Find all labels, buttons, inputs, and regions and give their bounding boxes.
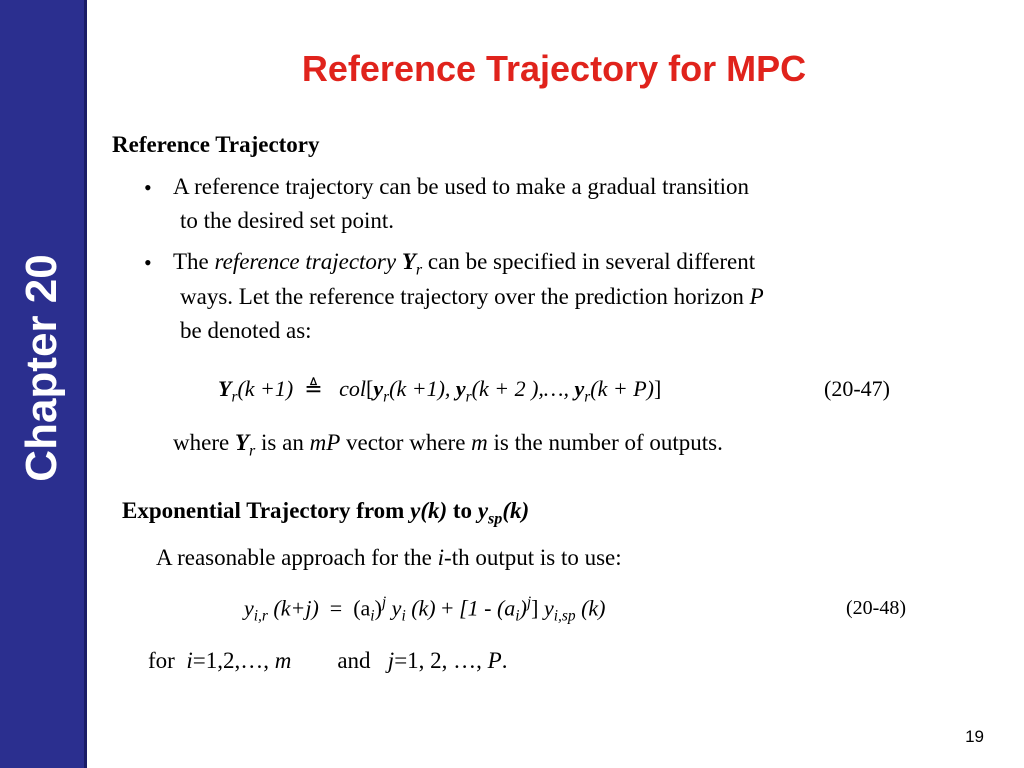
where-r: r bbox=[249, 442, 256, 460]
section-heading-reference-trajectory: Reference Trajectory bbox=[112, 132, 320, 157]
for-and: and bbox=[337, 648, 371, 673]
eq48-paren-close: ) bbox=[374, 595, 382, 621]
eq47-y1-sub: r bbox=[383, 388, 390, 406]
page-number: 19 bbox=[965, 727, 984, 746]
where-w3: vector where bbox=[346, 430, 466, 455]
eq48-y3: y bbox=[544, 595, 554, 621]
eq47-y3: y bbox=[574, 376, 585, 401]
eq48-arg3: (k) bbox=[581, 595, 606, 621]
for-j: j bbox=[387, 648, 395, 673]
eq48-y-sub: i,r bbox=[253, 607, 268, 625]
eq48-paren-a: (a bbox=[353, 595, 371, 621]
bullet-marker: • bbox=[144, 250, 152, 275]
heading2-ysp-arg: (k) bbox=[502, 498, 530, 523]
chapter-label: Chapter 20 bbox=[17, 254, 66, 482]
eq47-Y-sub: r bbox=[231, 388, 238, 406]
eq48-y2-sub: i bbox=[401, 607, 406, 625]
heading2-to: to bbox=[452, 498, 473, 523]
where-Y: Y bbox=[234, 430, 249, 455]
bullet2-the: The bbox=[173, 249, 209, 274]
section-heading-exponential-trajectory bbox=[122, 498, 529, 529]
bullet2-line1 bbox=[173, 249, 755, 280]
eq47-col: col bbox=[339, 376, 367, 401]
eq47-y2-sub: r bbox=[465, 388, 472, 406]
where-mP: mP bbox=[309, 430, 341, 455]
eq47-y3-arg: (k + P) bbox=[590, 376, 654, 401]
equation-number-20-48: (20-48) bbox=[846, 597, 906, 619]
for-word: for bbox=[148, 648, 175, 673]
eq48-y3-sub: i,sp bbox=[553, 607, 576, 625]
for-P: P bbox=[487, 648, 502, 673]
bullet2-P: P bbox=[749, 284, 764, 309]
eq47-y2: y bbox=[455, 376, 466, 401]
equation-20-48 bbox=[244, 594, 606, 626]
for-m: m bbox=[274, 648, 292, 673]
eq47-bracket-close: ] bbox=[653, 376, 662, 401]
where-m: m bbox=[471, 430, 488, 455]
eq48-equals: = bbox=[329, 595, 343, 621]
eq47-Y: Y bbox=[218, 376, 232, 401]
eq48-y2: y bbox=[391, 595, 402, 621]
for-j-range: =1, 2, …, bbox=[394, 648, 482, 673]
slide-title: Reference Trajectory for MPC bbox=[301, 48, 807, 89]
for-i-range: =1,2,…, bbox=[192, 648, 269, 673]
where-w1: where bbox=[173, 430, 230, 455]
for-dot: . bbox=[501, 648, 508, 673]
chapter-sidebar bbox=[0, 0, 87, 768]
equation-number-20-47: (20-47) bbox=[824, 376, 890, 401]
eq47-y1-arg: (k +1), bbox=[389, 376, 456, 401]
eq48-bracket: [1 - (a bbox=[459, 595, 516, 621]
eq48-paren2: ) bbox=[519, 595, 527, 621]
bullet2-Y: Y bbox=[401, 249, 416, 274]
bullet2-rest: can be specified in several different bbox=[427, 249, 756, 274]
eq48-a2-sub: i bbox=[515, 607, 520, 625]
eq48-j-sup: j bbox=[381, 594, 387, 611]
eq47-bracket-open: [ bbox=[366, 376, 374, 401]
heading2-ysp-sub: sp bbox=[488, 510, 503, 528]
eq47-y1: y bbox=[373, 376, 384, 401]
eq48-plus: + bbox=[441, 595, 454, 621]
for-i: i bbox=[186, 648, 193, 673]
intro-line bbox=[156, 545, 622, 571]
heading2-ysp-y: y bbox=[477, 498, 489, 523]
bullet-marker: • bbox=[144, 175, 152, 200]
eq48-bracket-close: ] bbox=[531, 595, 539, 621]
eq48-a-sub: i bbox=[370, 607, 375, 625]
for-line bbox=[148, 648, 507, 674]
heading2-yk: y(k) bbox=[410, 498, 448, 523]
heading2-text: Exponential Trajectory from bbox=[122, 498, 405, 523]
where-w2: is an bbox=[261, 430, 304, 455]
eq47-lhs-arg: (k +1) bbox=[237, 376, 294, 401]
bullet2-r: r bbox=[415, 261, 423, 279]
eq47-y3-sub: r bbox=[584, 388, 591, 406]
intro-b: -th output is to use: bbox=[444, 545, 622, 570]
bullet1-line2: to the desired set point. bbox=[180, 208, 394, 233]
bullet2-line3: be denoted as: bbox=[180, 318, 312, 343]
bullet1-line1: A reference trajectory can be used to make a gradual transition bbox=[173, 174, 750, 199]
equation-20-47 bbox=[218, 376, 661, 406]
eq48-arg1: (k+j) bbox=[273, 595, 319, 621]
intro-i: i bbox=[437, 545, 445, 570]
eq48-j2-sup: j bbox=[526, 594, 532, 611]
eq48-arg2: (k) bbox=[411, 595, 436, 621]
intro-a: A reasonable approach for the bbox=[156, 545, 432, 570]
eq48-y: y bbox=[244, 595, 254, 621]
bullet2-line2 bbox=[180, 284, 764, 310]
where-w4: is the number of outputs. bbox=[493, 430, 723, 455]
bullet2-line2-text: ways. Let the reference trajectory over the prediction horizon bbox=[180, 284, 744, 309]
where-line bbox=[173, 430, 723, 461]
eq47-defined-symbol: ≜ bbox=[304, 376, 323, 401]
bullet2-ref-italic: reference trajectory bbox=[214, 249, 397, 274]
eq47-y2-arg: (k + 2 ),…, bbox=[471, 376, 575, 401]
